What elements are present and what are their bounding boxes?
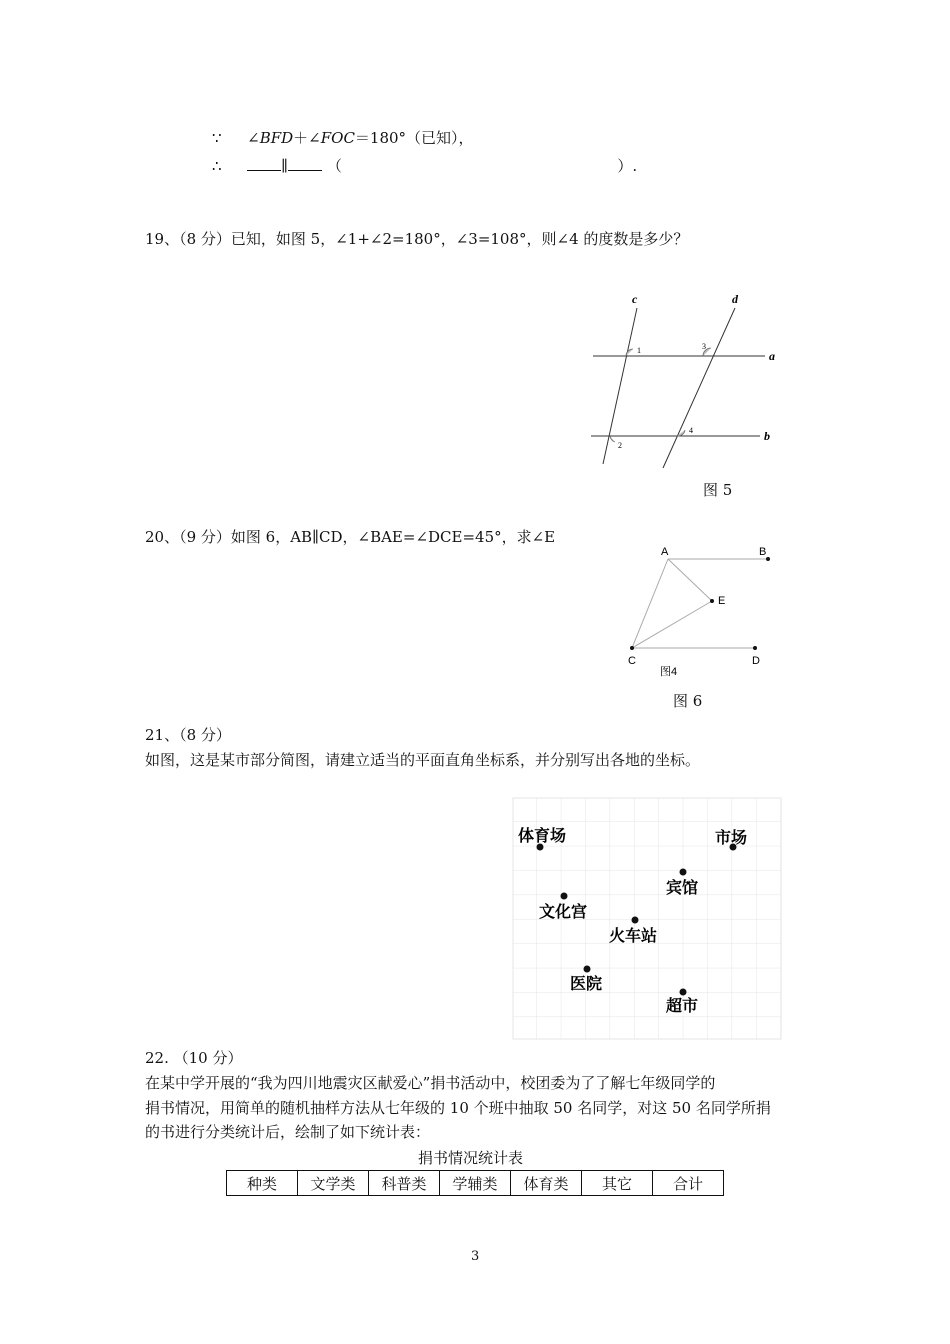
- question-22-line-1: 在某中学开展的“我为四川地震灾区献爱心”捐书活动中，校团委为了了解七年级同学的: [145, 1074, 716, 1092]
- table-header-cell: 文学类: [298, 1171, 369, 1196]
- label-B: B: [759, 546, 767, 558]
- label-a: a: [769, 349, 775, 363]
- figure-6-caption: 图 6: [673, 692, 703, 710]
- label-b: b: [764, 429, 770, 443]
- question-22-line-2: 捐书情况，用简单的随机抽样方法从七年级的 10 个班中抽取 50 名同学，对这 50 名同学所捐: [145, 1099, 771, 1117]
- question-20: 20、（9 分）如图 6，AB∥CD，∠BAE=∠DCE=45°，求∠E: [145, 528, 556, 546]
- page-number: 3: [471, 1249, 480, 1264]
- label-supermarket: 超市: [666, 996, 699, 1015]
- label-angle-3: 3: [702, 342, 706, 351]
- answer-blank-1[interactable]: [247, 156, 281, 171]
- label-c: c: [632, 292, 638, 306]
- label-culture-palace: 文化宫: [539, 902, 588, 921]
- figure-6: [620, 542, 790, 682]
- table-header-cell: 种类: [227, 1171, 298, 1196]
- segment-AE: [668, 559, 712, 601]
- label-hotel: 宾馆: [666, 878, 699, 897]
- city-map: [512, 797, 782, 1040]
- point-D: [753, 646, 757, 650]
- point-C: [630, 646, 634, 650]
- proof-therefore-line: ∴ ∥ （ ）.: [212, 157, 638, 175]
- because-symbol: ∵: [212, 129, 222, 147]
- figure-inner-caption: 图4: [660, 666, 678, 678]
- point-culture-palace: [561, 893, 568, 900]
- question-21-text: 如图，这是某市部分简图，请建立适当的平面直角坐标系，并分别写出各地的坐标。: [145, 751, 701, 769]
- figure-5: [585, 288, 795, 478]
- label-angle-4: 4: [689, 426, 693, 435]
- label-hospital: 医院: [570, 974, 603, 993]
- question-22-line-3: 的书进行分类统计后，绘制了如下统计表：: [145, 1123, 431, 1141]
- label-angle-2: 2: [618, 441, 622, 450]
- question-21-header: 21、（8 分）: [145, 726, 231, 744]
- angle-2-arc: [610, 436, 615, 442]
- table-header-cell: 学辅类: [440, 1171, 511, 1196]
- point-hotel: [680, 869, 687, 876]
- table-title: 捐书情况统计表: [418, 1149, 524, 1167]
- label-angle-1: 1: [637, 346, 641, 355]
- table-row: [227, 1171, 724, 1196]
- table-header-cell: 体育类: [511, 1171, 582, 1196]
- point-railway-station: [632, 917, 639, 924]
- point-hospital: [584, 966, 591, 973]
- point-E: [710, 599, 714, 603]
- answer-blank-2[interactable]: [288, 156, 322, 171]
- line-d: [663, 308, 735, 468]
- figure-5-caption: 图 5: [703, 481, 733, 499]
- table-header-cell: 科普类: [369, 1171, 440, 1196]
- proof-because-line: ∵ ∠BFD＋∠FOC＝180°（已知），: [212, 129, 474, 147]
- question-19: 19、（8 分）已知，如图 5，∠1+∠2=180°，∠3=108°，则∠4 的度数是多少？: [145, 230, 689, 248]
- table-header-cell: 其它: [582, 1171, 653, 1196]
- label-market: 市场: [715, 828, 748, 847]
- point-B: [766, 557, 770, 561]
- label-stadium: 体育场: [518, 826, 567, 845]
- point-supermarket: [680, 989, 687, 996]
- label-D: D: [752, 655, 760, 667]
- label-A: A: [661, 546, 669, 558]
- donation-stat-table: [226, 1170, 724, 1196]
- label-E: E: [718, 595, 726, 607]
- label-railway-station: 火车站: [609, 926, 658, 945]
- label-d: d: [732, 292, 738, 306]
- table-header-cell: 合计: [653, 1171, 724, 1196]
- question-22-header: 22. （10 分）: [145, 1049, 243, 1067]
- label-C: C: [628, 655, 636, 667]
- segment-CE: [632, 601, 712, 648]
- therefore-symbol: ∴: [212, 157, 222, 175]
- angle-1-arc: [626, 349, 633, 356]
- segment-AC: [632, 559, 668, 648]
